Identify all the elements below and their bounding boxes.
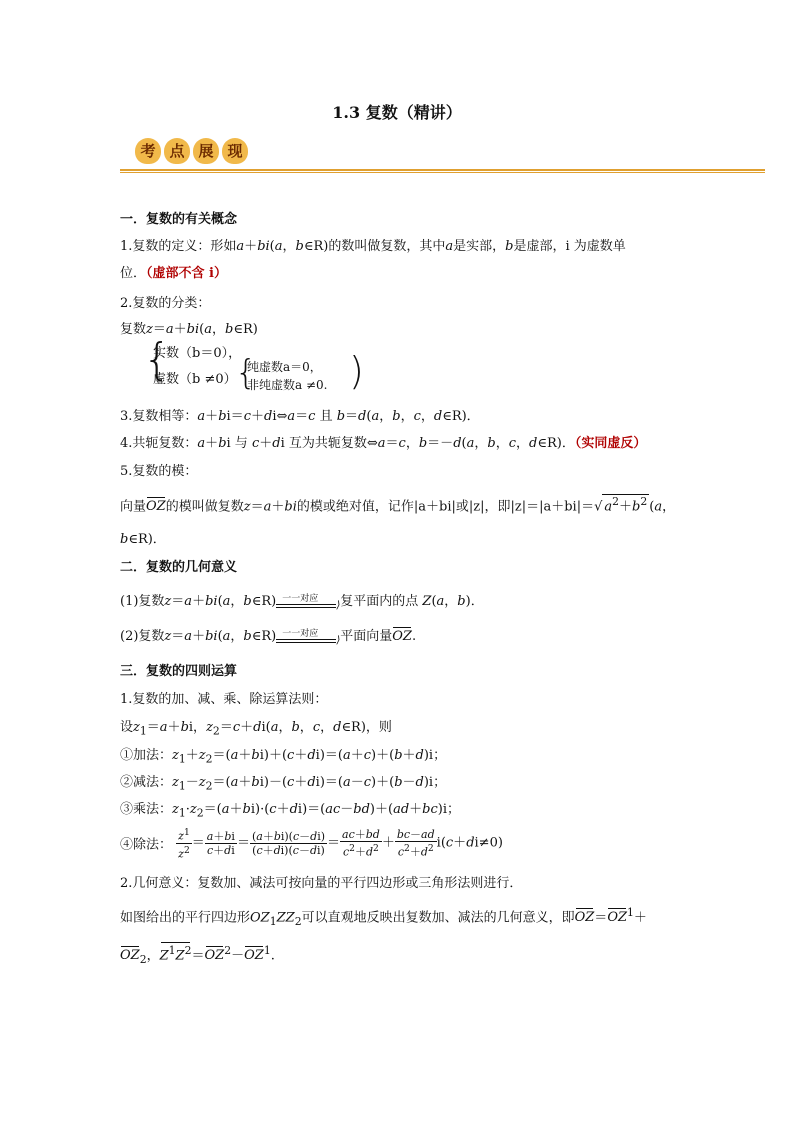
definition-line: 1.复数的定义：形如a＋bi(a，b∈R)的数叫做复数，其中a是实部，b是虚部，i 为虚数单 <box>120 239 626 254</box>
banner-char: 点 <box>164 138 190 164</box>
modulus-heading: 5.复数的模： <box>120 464 198 479</box>
left-brace-icon: { <box>143 334 171 385</box>
geometric-1: (1)复数z＝a＋bi(a，b∈R) 一一对应 ⟩ 复平面内的点 Z(a，b)． <box>120 593 484 611</box>
class-real: 实数（b＝0）， <box>153 346 242 361</box>
inner-brace-icon: { <box>235 353 257 393</box>
classification-heading: 2.复数的分类： <box>120 296 211 311</box>
modulus-line: 向量OZ的模叫做复数z＝a＋bi的模或绝对值，记作|a＋bi|或|z|，即|z|＝|a＋bi|＝√ $a^2+b^2$ (a， <box>120 495 676 515</box>
double-arrow-icon: 一一对应 ⟩ <box>276 629 340 645</box>
geometric-2: (2)复数z＝a＋bi(a，b∈R) 一一对应 ⟩ 平面向量OZ. <box>120 628 417 646</box>
class-imag: 虚数（b ≠0） <box>153 372 237 387</box>
classification-line: 复数z＝a＋bi(a，b∈R) <box>120 322 258 337</box>
class-pure: 纯虚数a＝0， <box>247 360 322 374</box>
modulus-line-2: b∈R)． <box>120 532 166 547</box>
equality-line: 3.复数相等：a＋bi＝c＋di⇔a＝c 且 b＝d(a，b，c，d∈R)． <box>120 409 480 424</box>
section-3-heading: 三．复数的四则运算 <box>120 664 238 679</box>
banner-char: 考 <box>135 138 161 164</box>
banner-rule-thin <box>120 172 765 173</box>
banner-char: 现 <box>222 138 248 164</box>
double-arrow-icon: 一一对应 ⟩ <box>276 594 340 610</box>
class-nonpure: 非纯虚数a ≠0. <box>247 378 328 392</box>
note-red-2: （实同虚反） <box>574 436 647 451</box>
op-mul: ③乘法：$z_1\cdot z_2=(a+bi)\cdot(c+di)=(ac-bd)+(ad+bc)i$； <box>120 802 461 820</box>
parallelogram-line: 如图给出的平行四边形$OZ_1ZZ_2$可以直观地反映出复数加、减法的几何意义，即$OZ=OZ^1+$ <box>120 906 647 928</box>
parallelogram-line-2: $OZ_2$，$Z^1Z^2=OZ^2-OZ^1$. <box>120 944 275 966</box>
section-1-heading: 一．复数的有关概念 <box>120 212 238 227</box>
ops-heading: 1.复数的加、减、乘、除运算法则： <box>120 692 328 707</box>
geometric-meaning: 2.几何意义：复数加、减法可按向量的平行四边形或三角形法则进行． <box>120 876 523 891</box>
op-add: ①加法：$z_1+z_2=(a+bi)+(c+di)=(a+c)+(b+d)i$； <box>120 748 447 766</box>
right-brace-icon: ) <box>349 349 364 393</box>
op-div: ④除法： $\frac{z^1}{z^2}$ ＝ $\frac{a+bi}{c+di}$ ＝ $\frac{(a+bi)(c-di)}{(c+di)(c-di)}$ ＝ $\frac{ac+bd}{c^2+d^2}$ ＋ $\frac{bc-ad}{c^2+d^2}$ i(c＋di≠0) <box>120 827 503 861</box>
op-sub: ②减法：$z_1-z_2=(a+bi)-(c+di)=(a-c)+(b-d)i$； <box>120 775 447 793</box>
definition-line-2: 位．（虚部不含 i） <box>120 266 227 281</box>
note-red: （虚部不含 i） <box>146 266 227 281</box>
banner-char: 展 <box>193 138 219 164</box>
page-title: 1.3 复数（精讲） <box>332 103 462 122</box>
section-2-heading: 二．复数的几何意义 <box>120 560 238 575</box>
section-banner <box>135 138 251 164</box>
conjugate-line: 4.共轭复数：a＋bi 与 c＋di 互为共轭复数⇔a＝c，b＝－d(a，b，c，d∈R)．（实同虚反） <box>120 436 647 451</box>
banner-rule <box>120 169 765 171</box>
ops-setup: 设$z_1=a+bi$，$z_2=c+di(a$，b，c，d∈R)，则 <box>120 720 392 738</box>
